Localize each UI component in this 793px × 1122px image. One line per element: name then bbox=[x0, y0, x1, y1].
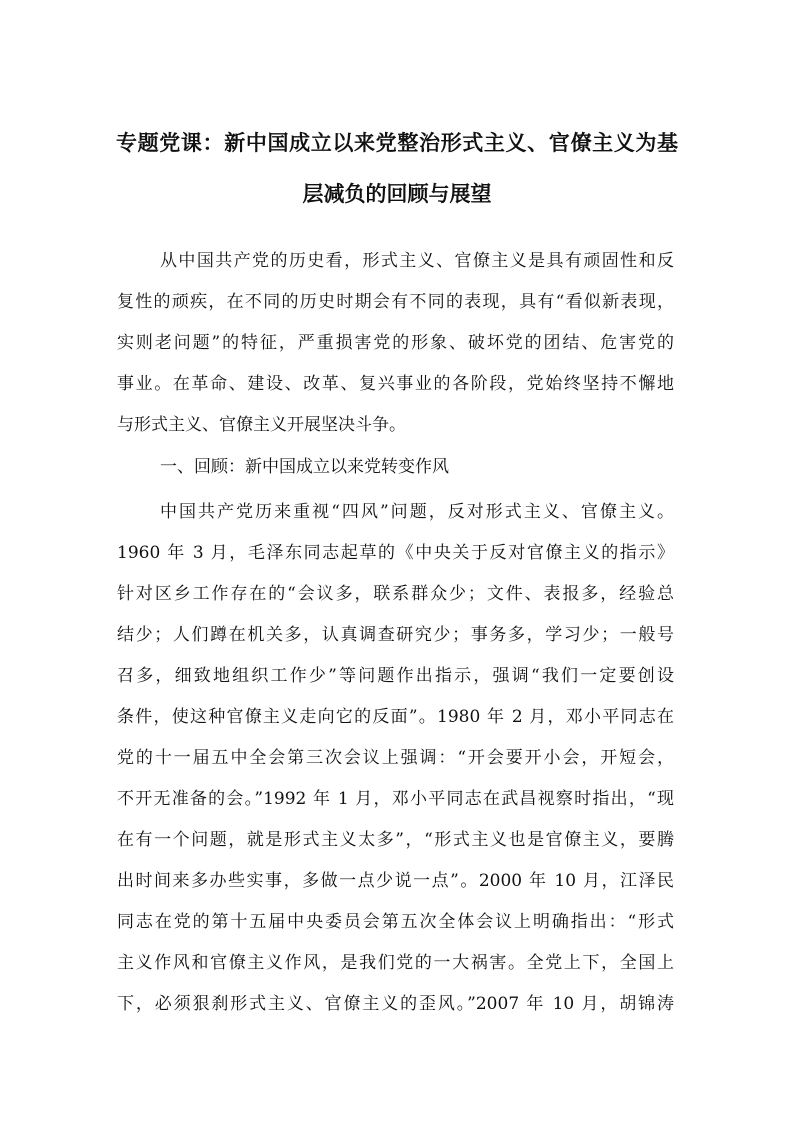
body-line-11: 同志在党的第十五届中央委员会第五次全体会议上明确指出：“形式 bbox=[117, 912, 674, 932]
section-heading: 一、回顾：新中国成立以来党转变作风 bbox=[160, 457, 449, 477]
intro-line-5: 与形式主义、官僚主义开展坚决斗争。 bbox=[117, 415, 406, 435]
body-line-6: 条件，使这种官僚主义走向它的反面”。1980 年 2 月，邓小平同志在 bbox=[117, 707, 674, 727]
body-line-10: 出时间来多办些实事，多做一点少说一点”。2000 年 10 月，江泽民 bbox=[117, 871, 674, 891]
intro-line-1: 从中国共产党的历史看，形式主义、官僚主义是具有顽固性和反 bbox=[160, 251, 674, 271]
body-line-5: 召多，细致地组织工作少”等问题作出指示，强调“我们一定要创设 bbox=[117, 666, 674, 686]
document-title-line-1: 专题党课：新中国成立以来党整治形式主义、官僚主义为基 bbox=[116, 130, 678, 155]
document-title-line-2: 层减负的回顾与展望 bbox=[302, 181, 492, 206]
intro-line-2: 复性的顽疾，在不同的历史时期会有不同的表现，具有“看似新表现， bbox=[117, 292, 674, 312]
body-line-9: 在有一个问题，就是形式主义太多”，“形式主义也是官僚主义，要腾 bbox=[117, 830, 674, 850]
intro-line-4: 事业。在革命、建设、改革、复兴事业的各阶段，党始终坚持不懈地 bbox=[117, 374, 674, 394]
intro-line-3: 实则老问题”的特征，严重损害党的形象、破坏党的团结、危害党的 bbox=[117, 333, 674, 353]
body-line-7: 党的十一届五中全会第三次会议上强调：“开会要开小会，开短会， bbox=[117, 748, 674, 768]
body-line-3: 针对区乡工作存在的“会议多，联系群众少；文件、表报多，经验总 bbox=[117, 584, 674, 604]
body-line-2: 1960 年 3 月，毛泽东同志起草的《中央关于反对官僚主义的指示》 bbox=[117, 543, 674, 563]
body-line-1: 中国共产党历来重视“四风”问题，反对形式主义、官僚主义。 bbox=[160, 502, 674, 522]
body-line-13: 下，必须狠刹形式主义、官僚主义的歪风。”2007 年 10 月，胡锦涛 bbox=[117, 994, 674, 1014]
body-line-8: 不开无准备的会。”1992 年 1 月，邓小平同志在武昌视察时指出，“现 bbox=[117, 789, 674, 809]
body-line-4: 结少；人们蹲在机关多，认真调查研究少；事务多，学习少；一般号 bbox=[117, 625, 674, 645]
body-line-12: 主义作风和官僚主义作风，是我们党的一大祸害。全党上下，全国上 bbox=[117, 953, 674, 973]
